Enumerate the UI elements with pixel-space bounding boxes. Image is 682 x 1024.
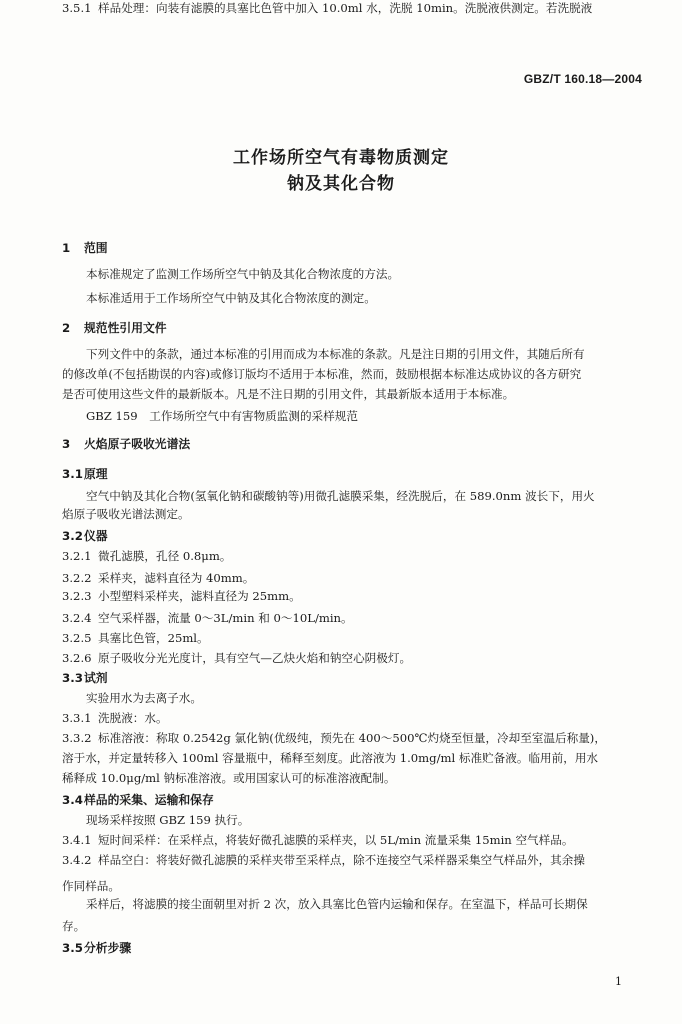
clause-i326 [62,650,644,666]
clause-i324 [62,610,644,626]
section-title: 样品的采集、运输和保存 [84,793,214,807]
clause-number: 3.4.2 [62,853,92,867]
section-heading-s2 [62,320,644,336]
section-title: 火焰原子吸收光谱法 [84,437,191,451]
clause-number: 3.3.2 [62,731,92,745]
section-number: 2 [62,321,71,335]
section-number: 3.1 [62,467,83,481]
paragraph-line-p34a: 现场采样按照 GBZ 159 执行。 [86,813,250,827]
section-heading-s34 [62,792,644,808]
paragraph-line-p34c: 存。 [62,919,86,933]
section-number: 3 [62,437,71,451]
section-heading-s33 [62,670,644,686]
clause-i332 [62,730,644,746]
paragraph-line-p31b: 焰原子吸收光谱法测定。 [62,507,190,521]
paragraph-line-i332c: 稀释成 10.0μg/ml 钠标准溶液。或用国家认可的标准溶液配制。 [62,771,396,785]
clause-number: 3.2.4 [62,611,92,625]
document-title: 工作场所空气有毒物质测定 [233,148,449,168]
clause-number: 3.2.6 [62,651,92,665]
clause-text: 空气采样器，流量 0～3L/min 和 0～10L/min。 [98,611,353,625]
clause-number: 3.3.1 [62,711,92,725]
paragraph-line-p33a: 实验用水为去离子水。 [86,691,202,705]
paragraph-line-i332b: 溶于水，并定量转移入 100ml 容量瓶中，稀释至刻度。此溶液为 1.0mg/ml 标准贮备液。临用前，用水 [62,751,599,765]
clause-text: 样品空白：将装好微孔滤膜的采样夹带至采样点，除不连接空气采样器采集空气样品外，其余操 [98,853,585,867]
clause-number: 3.2.2 [62,571,92,585]
clause-i351 [62,0,644,16]
clause-text: 短时间采样：在采样点，将装好微孔滤膜的采样夹，以 5L/min 流量采集 15min 空气样品。 [98,833,574,847]
section-heading-s32 [62,528,644,544]
section-heading-s1 [62,240,644,256]
clause-i342 [62,852,644,868]
section-heading-s31 [62,466,644,482]
paragraph-line-p1b: 本标准适用于工作场所空气中钠及其化合物浓度的测定。 [86,291,376,305]
paragraph-line-p2a: 下列文件中的条款，通过本标准的引用而成为本标准的条款。凡是注日期的引用文件，其随后所有 [86,347,585,361]
clause-text: 样品处理：向装有滤膜的具塞比色管中加入 10.0ml 水，洗脱 10min。洗脱液供测定。若洗脱液 [98,1,593,15]
section-heading-s3 [62,436,644,452]
clause-number: 3.2.5 [62,631,92,645]
paragraph-line-p2c: 是否可使用这些文件的最新版本。凡是不注日期的引用文件，其最新版本适用于本标准。 [62,387,515,401]
clause-number: 3.2.3 [62,589,92,603]
section-heading-s35 [62,940,644,956]
clause-text: 微孔滤膜，孔径 0.8μm。 [98,549,232,563]
document-subtitle: 钠及其化合物 [287,174,395,194]
clause-text: 采样夹，滤料直径为 40mm。 [98,571,255,585]
clause-text: 小型塑料采样夹，滤料直径为 25mm。 [98,589,301,603]
section-title: 规范性引用文件 [84,321,167,335]
section-title: 试剂 [84,671,108,685]
clause-number: 3.5.1 [62,1,92,15]
clause-i323 [62,588,644,604]
clause-i325 [62,630,644,646]
paragraph-line-p2b: 的修改单(不包括勘误的内容)或修订版均不适用于本标准，然而，鼓励根据本标准达成协议的各方研究 [62,367,582,381]
section-number: 3.3 [62,671,83,685]
standard-code: GBZ/T 160.18—2004 [523,72,642,86]
clause-text: 具塞比色管，25ml。 [98,631,209,645]
section-number: 3.2 [62,529,83,543]
section-number: 1 [62,241,71,255]
clause-i322 [62,570,644,586]
paragraph-line-p31a: 空气中钠及其化合物(氢氧化钠和碳酸钠等)用微孔滤膜采集，经洗脱后，在 589.0nm 波长下，用火 [86,489,595,503]
section-title: 分析步骤 [84,941,132,955]
paragraph-line-p2d: GBZ 159 工作场所空气中有害物质监测的采样规范 [86,409,358,423]
clause-number: 3.4.1 [62,833,92,847]
page-number: 1 [615,975,622,988]
paragraph-line-p1a: 本标准规定了监测工作场所空气中钠及其化合物浓度的方法。 [86,267,400,281]
clause-number: 3.2.1 [62,549,92,563]
section-number: 3.5 [62,941,83,955]
section-number: 3.4 [62,793,83,807]
section-title: 原理 [84,467,108,481]
clause-i321 [62,548,644,564]
paragraph-line-i342b: 作同样品。 [62,879,120,893]
clause-text: 原子吸收分光光度计，具有空气—乙炔火焰和钠空心阴极灯。 [98,651,412,665]
clause-i331 [62,710,644,726]
clause-text: 标准溶液：称取 0.2542g 氯化钠(优级纯，预先在 400～500℃灼烧至恒量，冷却至室温后称量)， [98,731,606,745]
section-title: 仪器 [84,529,108,543]
paragraph-line-p34b: 采样后，将滤膜的接尘面朝里对折 2 次，放入具塞比色管内运输和保存。在室温下，样品可长期保 [86,897,588,911]
clause-text: 洗脱液：水。 [98,711,168,725]
clause-i341 [62,832,644,848]
section-title: 范围 [84,241,108,255]
